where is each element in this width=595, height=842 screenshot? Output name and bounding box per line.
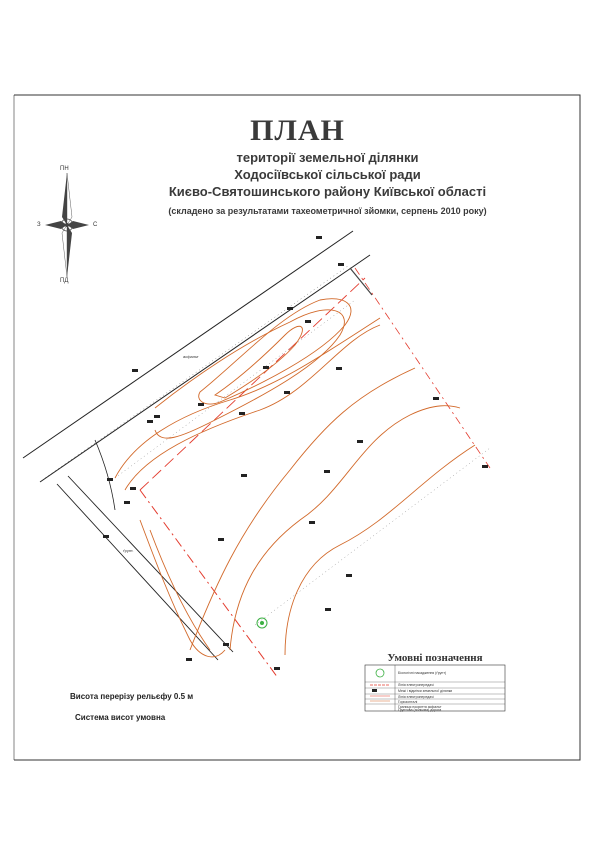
contour-lines	[115, 299, 475, 657]
road-label-dirt: ґрунт.	[123, 548, 134, 553]
contour-interval-note: Висота перерізу рельєфу 0.5 м	[70, 692, 194, 701]
road-label-asphalt: асфальт	[183, 354, 199, 359]
subtitle-line-4: (складено за результатами тахеометричної зйомки, серпень 2010 року)	[168, 206, 487, 216]
dirt-road-curve	[95, 440, 115, 510]
subtitle-line-3: Києво-Святошинського району Київської області	[168, 184, 487, 199]
subtitle-line-2: Ходосіївської сільської ради	[234, 167, 421, 182]
legend-item: Лінія електропередачі	[398, 694, 434, 699]
dirt-road-edge-2	[68, 476, 233, 652]
compass-east-label: С	[93, 222, 98, 228]
survey-dotted-2	[255, 448, 490, 625]
compass-north-label: ПН	[60, 166, 69, 172]
subtitle-line-1: території земельної ділянки	[236, 150, 419, 165]
compass-west-label: З	[37, 222, 41, 228]
legend-item: Біологічні насадження (ґрунт)	[398, 671, 447, 675]
legend-title: Умовні позначення	[387, 652, 483, 664]
road-edge-bottom	[40, 255, 370, 482]
legend-item: Горизонталі	[398, 699, 418, 704]
parcel-boundary-upper	[355, 268, 490, 468]
survey-dotted-1	[115, 300, 355, 478]
elevation-markers	[103, 236, 488, 670]
power-line-grey	[350, 268, 372, 295]
compass-south-label: ПД	[60, 278, 69, 284]
dirt-road-edge-1	[57, 484, 218, 660]
legend-item: Лінія електропередачі	[398, 683, 434, 687]
legend-item: Границя покриття асфальт	[398, 704, 442, 709]
page-title: ПЛАН	[250, 114, 345, 147]
legend-item: Ґрунтова (польова) дорога	[398, 708, 442, 712]
road-boundary-dotted	[45, 266, 348, 478]
height-system-note: Система висот умовна	[75, 713, 166, 722]
road-edge-top	[23, 231, 353, 458]
legend-item: Межі і відмітки земельної ділянки	[398, 689, 453, 693]
